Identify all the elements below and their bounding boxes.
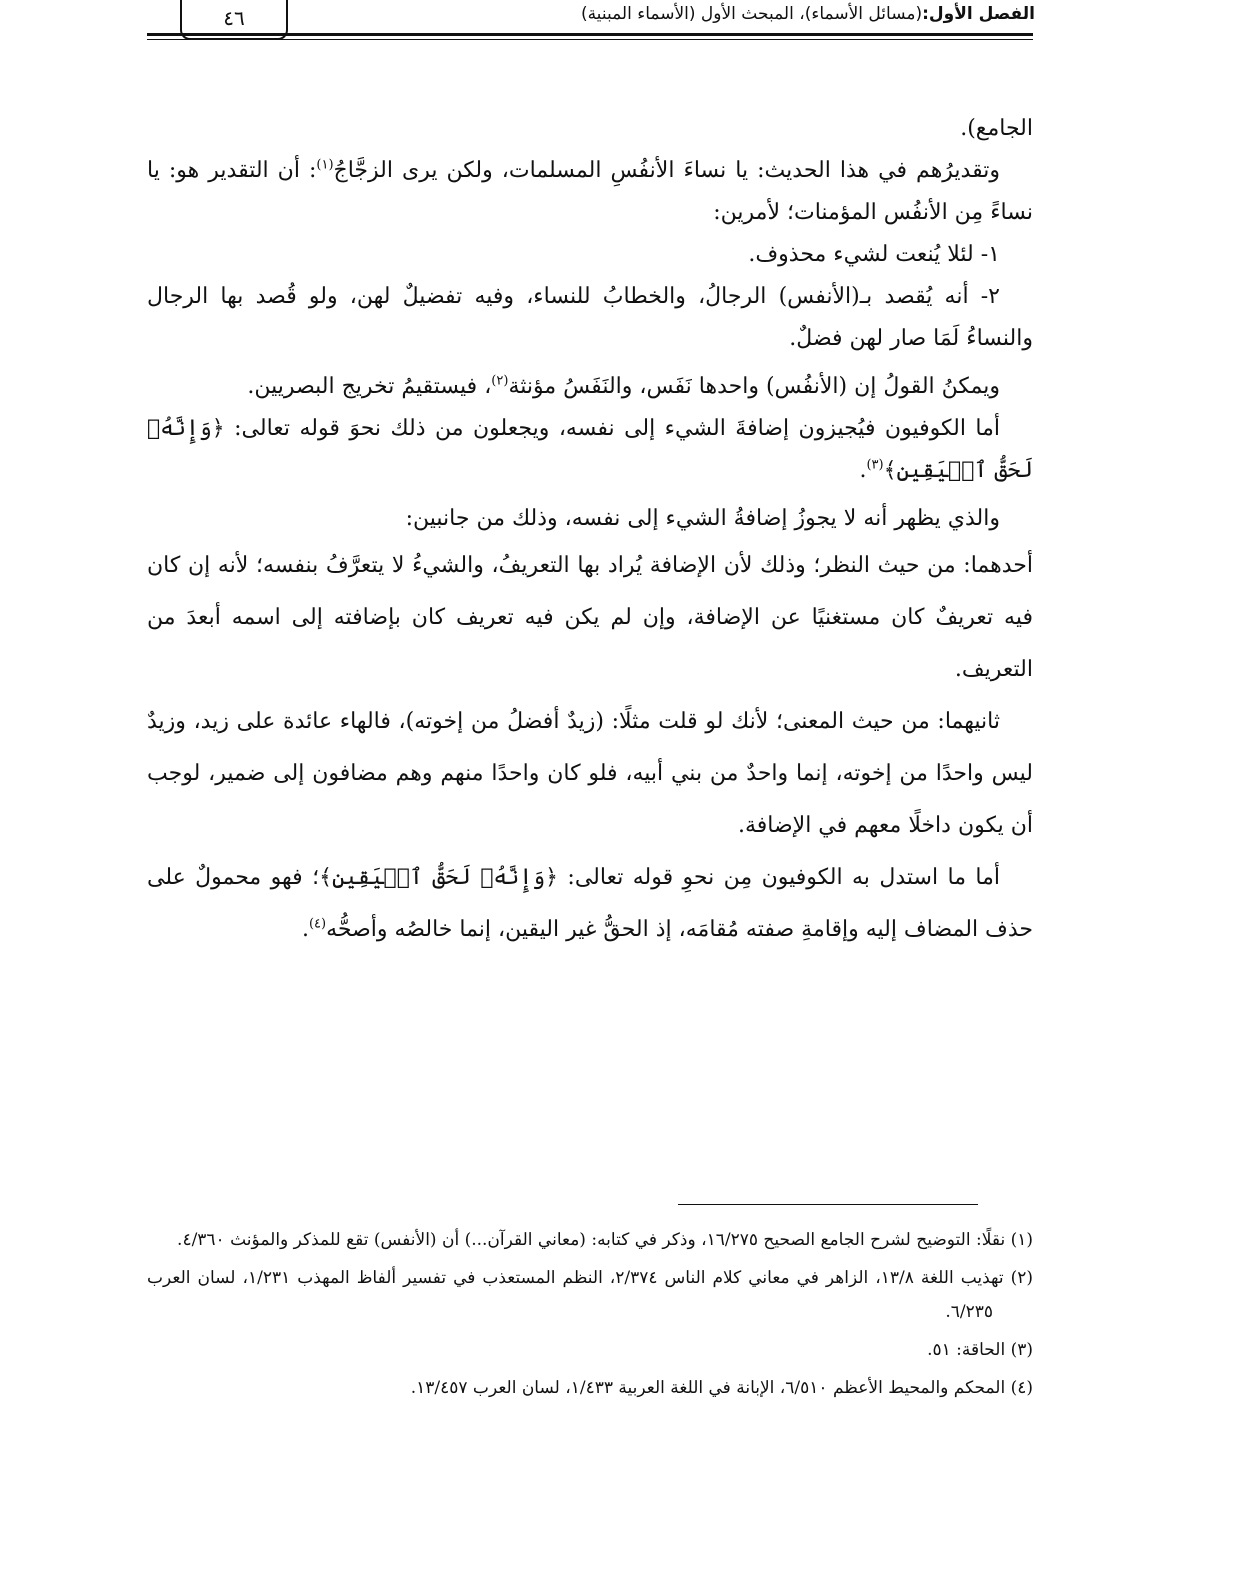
quran-verse: ﴿وَإِنَّهُۥ لَحَقُّ ٱلۡيَقِينِ﴾ xyxy=(319,865,558,890)
paragraph: والذي يظهر أنه لا يجوزُ إضافةُ الشيء إلى نفسه، وذلك من جانبين: xyxy=(405,506,1000,531)
paragraph: أما ما استدل به الكوفيون مِن نحوِ قوله تعالى: ﴿وَإِنَّهُۥ لَحَقُّ ٱلۡيَقِينِ﴾؛ فهو محمولٌ على حذف المضاف إليه وإقامةِ صفته مُقامَه، إذ الحقُّ غير اليقين، إنما خالصُه وأصحُّه$^{(٤)}$. xyxy=(147,865,1033,942)
footnote: (٣) الحاقة: ٥١. xyxy=(927,1340,1033,1360)
header-chapter: الفصل الأول: xyxy=(922,4,1035,24)
footnote-ref: (٣) xyxy=(866,457,884,473)
footnote: (١) نقلًا: التوضيح لشرح الجامع الصحيح ١٦/٢٧٥، وذكر في كتابه: (معاني القرآن...) أن (الأنفس) تقع للمذكر والمؤنث ٤/٣٦٠. xyxy=(177,1230,1033,1250)
paragraph: أما الكوفيون فيُجيزون إضافةَ الشيء إلى نفسه، ويجعلون من ذلك نحوَ قوله تعالى: ﴿وَإِنَّهُۥ لَحَقُّ ٱلۡيَقِينِ﴾$^{(٣)}$. xyxy=(147,416,1033,483)
page-number: ٤٦ xyxy=(180,0,288,40)
header-rule-thick xyxy=(147,33,1033,36)
header-section: (مسائل الأسماء)، المبحث الأول (الأسماء المبنية) xyxy=(580,4,923,24)
main-text xyxy=(147,108,1033,956)
running-header xyxy=(581,2,1035,26)
footnote: (٤) المحكم والمحيط الأعظم ٦/٥١٠، الإبانة في اللغة العربية ١/٤٣٣، لسان العرب ١٣/٤٥٧. xyxy=(410,1378,1033,1398)
footnotes xyxy=(147,1223,1033,1409)
footnote-ref: (٤) xyxy=(308,916,327,932)
header-rule-thin xyxy=(147,39,1033,40)
paragraph: أحدهما: من حيث النظر؛ وذلك لأن الإضافة يُراد بها التعريفُ، والشيءُ لا يتعرَّفُ بنفسه؛ لأنه إن كان فيه تعريفٌ كان مستغنيًا عن الإضافة، وإن لم يكن فيه تعريف كان بإضافته إلى اسمه أبعدَ من التعريف. xyxy=(147,553,1033,682)
paragraph: وتقديرُهم في هذا الحديث: يا نساءَ الأنفُسِ المسلمات، ولكن يرى الزجَّاجُ$^{(١)}$: أن التقدير هو: يا نساءً مِن الأنفُس المؤمنات؛ لأمرين: xyxy=(147,157,1033,225)
footnote-ref: (٢) xyxy=(491,373,509,389)
paragraph: ويمكنُ القولُ إن (الأنفُس) واحدها نَفَس، والنَفَسُ مؤنثة$^{(٢)}$، فيستقيمُ تخريج البصريين. xyxy=(247,373,1000,399)
paragraph: ثانيهما: من حيث المعنى؛ لأنك لو قلت مثلًا: (زيدٌ أفضلُ من إخوته)، فالهاء عائدة على زيد، وزيدٌ ليس واحدًا من إخوته، إنما واحدٌ من بني أبيه، فلو كان واحدًا منهم وهم مضافون إلى ضمير، لوجب أن يكون داخلًا معهم في الإضافة. xyxy=(147,709,1033,838)
quran-verse: ﴿وَإِنَّهُۥ لَحَقُّ ٱلۡيَقِينِ﴾ xyxy=(147,416,1033,483)
footnote-separator xyxy=(678,1204,978,1205)
footnote-ref: (١) xyxy=(316,157,334,173)
list-item: ١- لئلا يُنعت لشيء محذوف. xyxy=(748,242,1000,267)
paragraph: الجامع). xyxy=(960,116,1033,141)
list-item: ٢- أنه يُقصد بـ(الأنفس) الرجالُ، والخطابُ للنساء، وفيه تفضيلٌ لهن، ولو قُصد بها الرجال والنساءُ لَمَا صار لهن فضلٌ. xyxy=(147,284,1033,351)
footnote: (٢) تهذيب اللغة ١٣/٨، الزاهر في معاني كلام الناس ٢/٣٧٤، النظم المستعذب في تفسير ألفاظ المهذب ١/٢٣١، لسان العرب ٦/٢٣٥. xyxy=(147,1268,1034,1322)
